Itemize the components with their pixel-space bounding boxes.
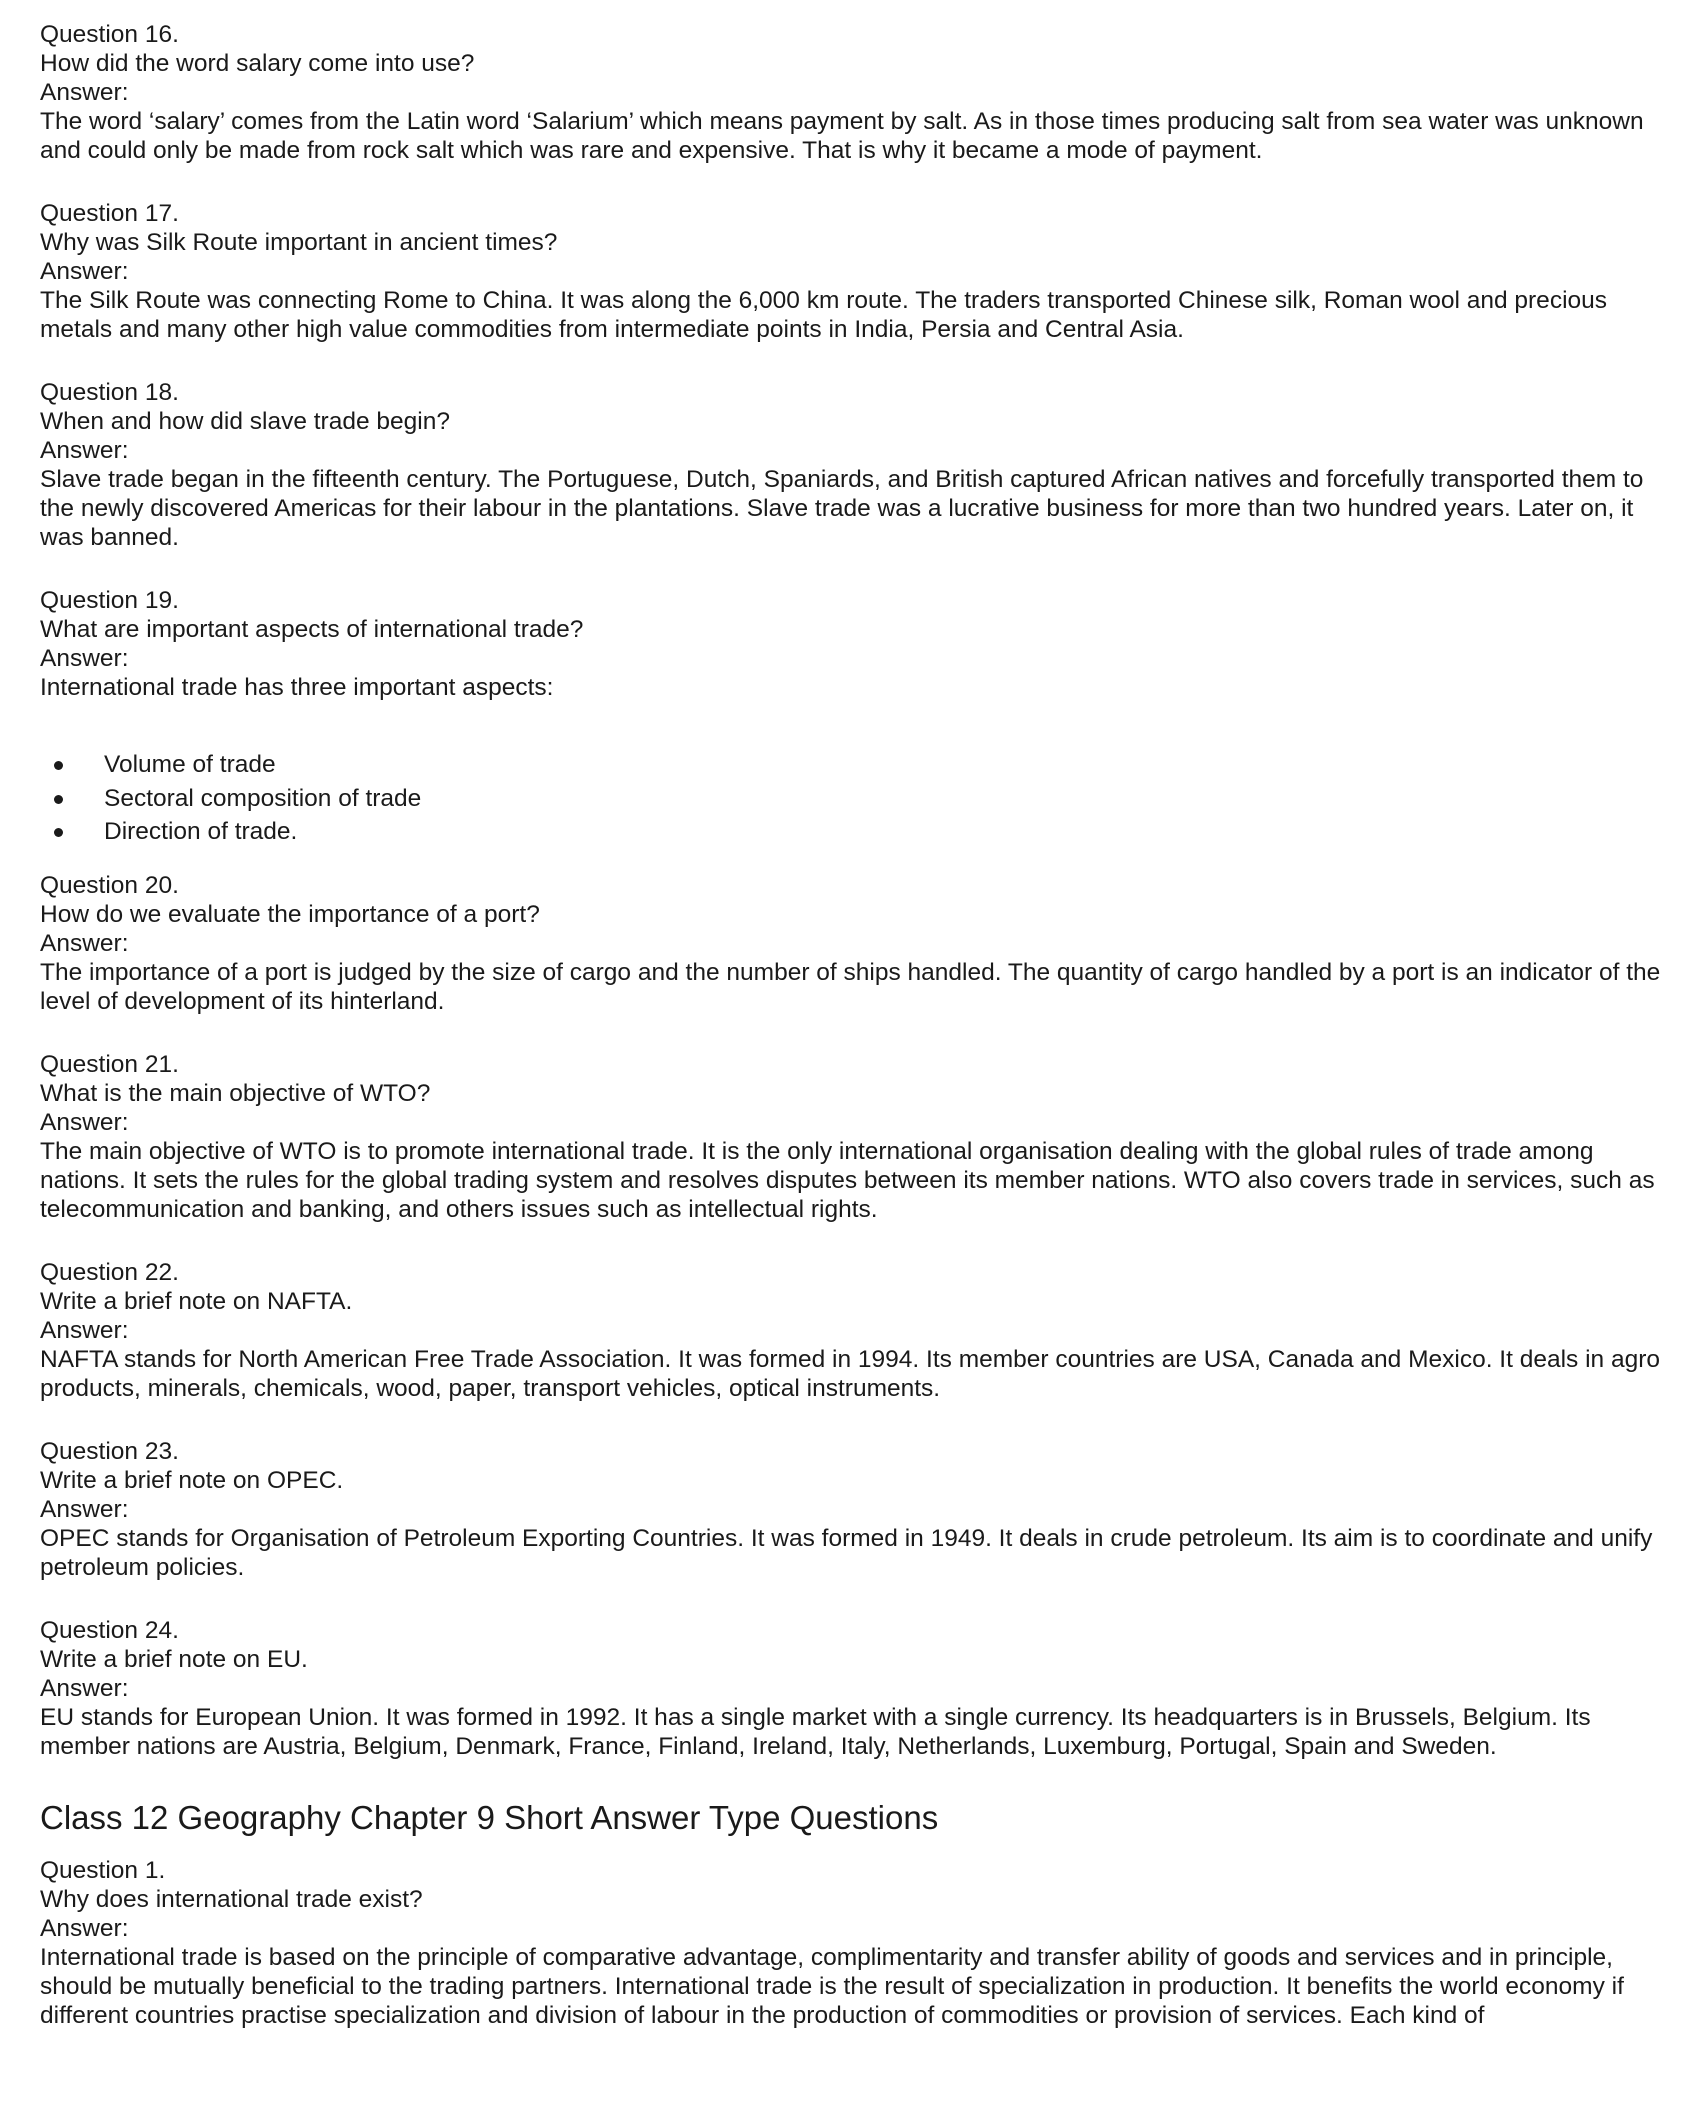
question-number: Question 21.	[40, 1050, 179, 1078]
bullet-icon	[54, 761, 63, 770]
answer-label: Answer:	[40, 929, 129, 957]
question-number: Question 20.	[40, 871, 179, 899]
answer-label: Answer:	[40, 1674, 129, 1702]
answer-label: Answer:	[40, 1108, 129, 1136]
aspects-bullet-list	[40, 748, 1665, 849]
question-block-21	[40, 1050, 1665, 1224]
section-heading: Class 12 Geography Chapter 9 Short Answer Type Questions	[40, 1798, 939, 1836]
answer-label: Answer:	[40, 1316, 129, 1344]
question-text: What is the main objective of WTO?	[40, 1079, 431, 1107]
question-text: Write a brief note on EU.	[40, 1645, 308, 1673]
question-block-22	[40, 1258, 1665, 1403]
question-number: Question 23.	[40, 1437, 179, 1465]
list-item	[40, 748, 1665, 782]
question-block-20	[40, 871, 1665, 1016]
answer-label: Answer:	[40, 79, 129, 106]
answer-label: Answer:	[40, 1914, 129, 1942]
answer-text: The importance of a port is judged by the size of cargo and the number of ships handled. The quantity of cargo handled by a port is an indicator of the level of development of its hinterland.	[40, 958, 1661, 1015]
question-text: Write a brief note on NAFTA.	[40, 1287, 353, 1315]
question-block-19	[40, 586, 1665, 849]
answer-text: The Silk Route was connecting Rome to China. It was along the 6,000 km route. The traders transported Chinese silk, Roman wool and precious metals and many other high value commodities from intermediate points in India, Persia and Central Asia.	[40, 287, 1608, 343]
list-item	[40, 815, 1665, 849]
question-text: What are important aspects of international trade?	[40, 616, 584, 643]
question-block-16	[40, 20, 1665, 165]
question-block-18	[40, 378, 1665, 552]
answer-text: EU stands for European Union. It was formed in 1992. It has a single market with a single currency. Its headquarters is in Brussels, Belgium. Its member nations are Austria, Belgium, Denmark, France, Finland, Ireland, Italy, Netherlands, Luxemburg, Portugal, Spain and Sweden.	[40, 1703, 1591, 1760]
answer-text: Slave trade began in the fifteenth century. The Portuguese, Dutch, Spaniards, and British captured African natives and forcefully transported them to the newly discovered Americas for their labour in the plantations. Slave trade was a lucrative business for more than two hundred years. Later on, it was banned.	[40, 466, 1644, 551]
bullet-icon	[54, 795, 63, 804]
question-block-17	[40, 199, 1665, 344]
question-text: How did the word salary come into use?	[40, 50, 475, 77]
list-item-text: Volume of trade	[104, 751, 276, 778]
question-number: Question 24.	[40, 1616, 179, 1644]
answer-label: Answer:	[40, 258, 129, 285]
bullet-icon	[54, 828, 63, 837]
list-item	[40, 782, 1665, 816]
answer-text: International trade is based on the principle of comparative advantage, complimentarity and transfer ability of goods and services and in principle, should be mutually beneficial to the trading partners. International trade is the result of specialization in production. It benefits the world economy if different countries practise specialization and division of labour in the production of commodities or provision of services. Each kind of	[40, 1943, 1624, 2029]
list-item-text: Sectoral composition of trade	[104, 784, 422, 812]
question-block-short-1	[40, 1856, 1665, 2030]
question-text: Write a brief note on OPEC.	[40, 1466, 344, 1494]
answer-label: Answer:	[40, 645, 129, 672]
question-text: How do we evaluate the importance of a port?	[40, 900, 540, 928]
question-number: Question 18.	[40, 379, 179, 406]
answer-label: Answer:	[40, 1495, 129, 1523]
question-number: Question 19.	[40, 587, 179, 614]
question-number: Question 22.	[40, 1258, 179, 1286]
question-block-23	[40, 1437, 1665, 1582]
question-number: Question 16.	[40, 21, 179, 48]
answer-text: NAFTA stands for North American Free Trade Association. It was formed in 1994. Its member countries are USA, Canada and Mexico. It deals in agro products, minerals, chemicals, wood, paper, transport vehicles, optical instruments.	[40, 1345, 1661, 1402]
question-block-24	[40, 1616, 1665, 1761]
question-text: Why does international trade exist?	[40, 1885, 423, 1913]
document-page	[40, 20, 1665, 2030]
answer-text: The main objective of WTO is to promote international trade. It is the only international organisation dealing with the global rules of trade among nations. It sets the rules for the global trading system and resolves disputes between its member nations. WTO also covers trade in services, such as telecommunication and banking, and others issues such as intellectual rights.	[40, 1137, 1655, 1223]
answer-text: OPEC stands for Organisation of Petroleum Exporting Countries. It was formed in 1949. It deals in crude petroleum. Its aim is to coordinate and unify petroleum policies.	[40, 1524, 1653, 1581]
answer-text: The word ‘salary’ comes from the Latin word ‘Salarium’ which means payment by salt. As in those times producing salt from sea water was unknown and could only be made from rock salt which was rare and expensive. That is why it became a mode of payment.	[40, 108, 1644, 164]
question-text: Why was Silk Route important in ancient times?	[40, 229, 558, 256]
answer-label: Answer:	[40, 437, 129, 464]
question-number: Question 1.	[40, 1856, 166, 1884]
list-item-text: Direction of trade.	[104, 818, 298, 845]
answer-text: International trade has three important aspects:	[40, 674, 554, 701]
question-number: Question 17.	[40, 200, 179, 227]
question-text: When and how did slave trade begin?	[40, 408, 450, 435]
